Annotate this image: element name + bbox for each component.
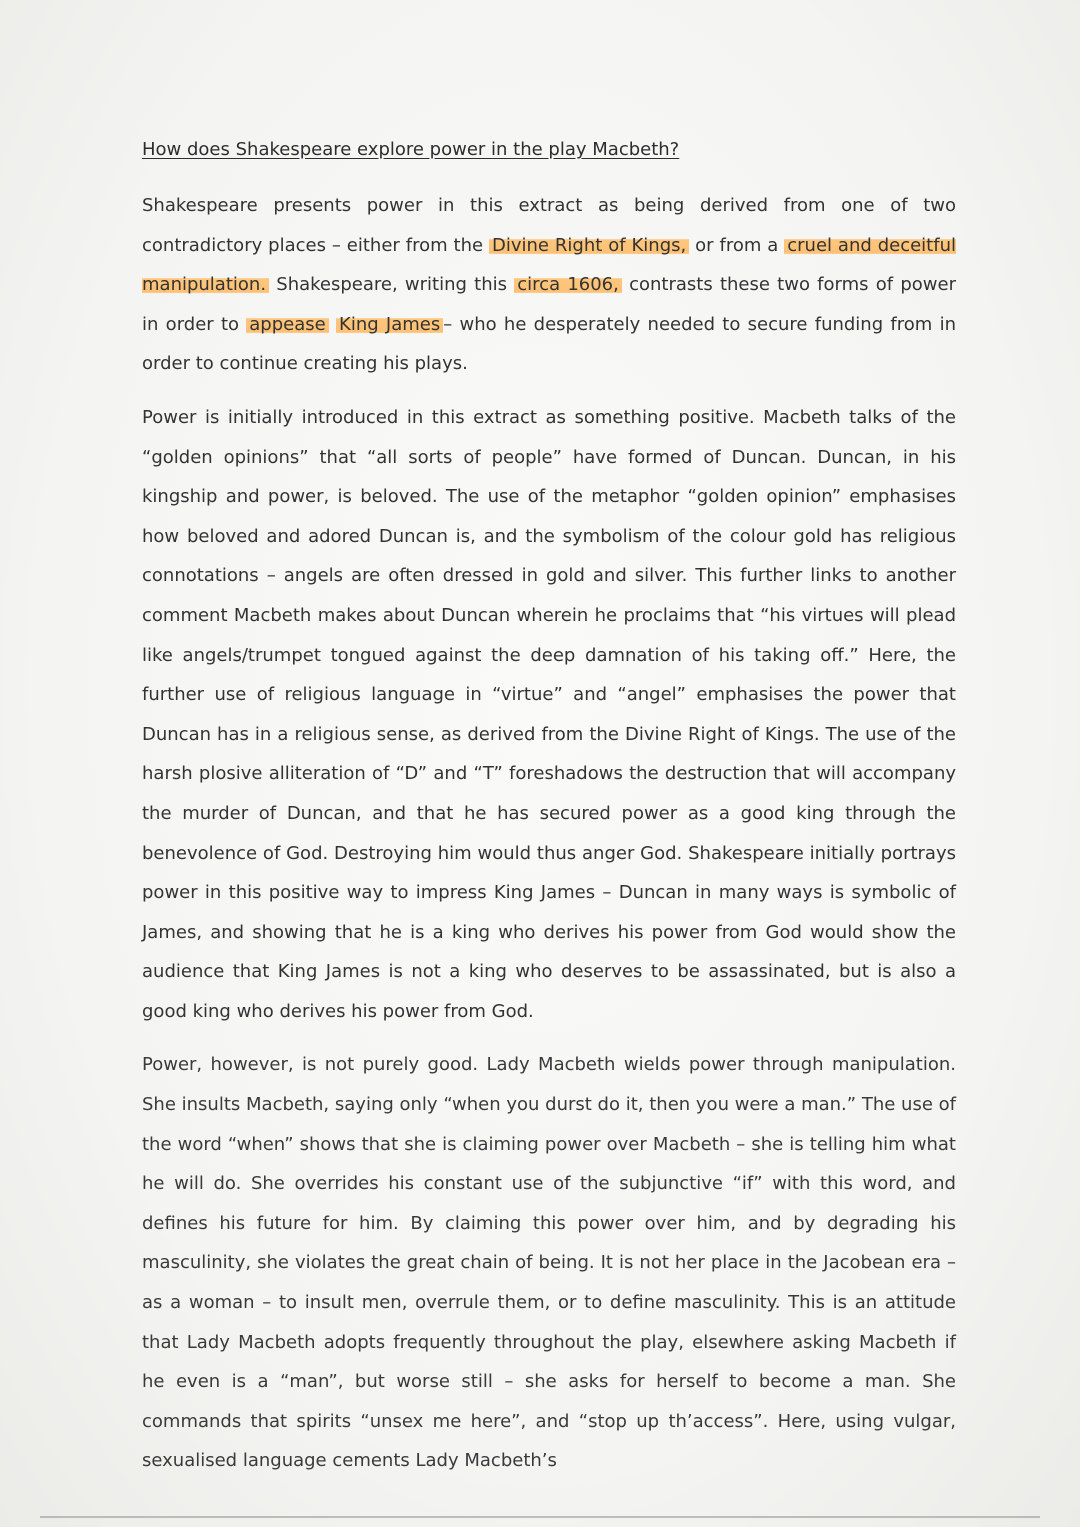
p1-text-3: Shakespeare, writing this — [269, 274, 515, 296]
paragraph-2: Power is initially introduced in this extract as something positive. Macbeth talks of the “golden opinions” that “all sorts of people” have formed of Duncan. Duncan, in his kingship and power, is beloved. The use of the metaphor “golden opinion” emphasises how beloved and adored Duncan is, and the symbolism of the colour gold has religious connotations – angels are often dressed in gold and silver. This further links to another comment Macbeth makes about Duncan wherein he proclaims that “his virtues will plead like angels/trumpet tongued against the deep damnation of his taking off.” Here, the further use of religious language in “virtue” and “angel” emphasises the power that Duncan has in a religious sense, as derived from the Divine Right of Kings. The use of the harsh plosive alliteration of “D” and “T” foreshadows the destruction that will accompany the murder of Duncan, and that he has secured power as a good king through the benevolence of God. Destroying him would thus anger God. Shakespeare initially portrays power in this positive way to impress King James – Duncan in many ways is symbolic of James, and showing that he is a king who derives his power from God would show the audience that King James is not a king who deserves to be assassinated, but is also a good king who derives his power from God. — [142, 406, 956, 1022]
highlight-manipulation: cruel and deceitful manipulation. — [142, 234, 956, 296]
p1-text-5 — [329, 314, 336, 335]
p1-text-4: contrasts these two forms of power in order to — [142, 274, 956, 335]
p1-text-2: or from a — [689, 234, 785, 256]
essay-document — [142, 134, 956, 1495]
paragraph-1 — [142, 186, 956, 384]
essay-title: How does Shakespeare explore power in the play Macbeth? — [142, 139, 680, 160]
highlight-appease: appease — [246, 314, 328, 335]
paragraph-3: Power, however, is not purely good. Lady Macbeth wields power through manipulation. She insults Macbeth, saying only “when you durst do it, then you were a man.” The use of the word “when” shows that she is claiming power over Macbeth – she is telling him what he will do. She overrides his constant use of the subjunctive “if” with this word, and defines his future for him. By claiming this power over him, and by degrading his masculinity, she violates the great chain of being. It is not her place in the Jacobean era – as a woman – to insult men, overrule them, or to define masculinity. This is an attitude that Lady Macbeth adopts frequently throughout the play, elsewhere asking Macbeth if he even is a “man”, but worse still – she asks for herself to become a man. She commands that spirits “unsex me here”, and “stop up th’access”. Here, using vulgar, sexualised language cements Lady Macbeth’s — [142, 1054, 956, 1472]
p1-text-6: – who he desperately needed to secure funding from in order to continue creating his plays. — [142, 313, 956, 375]
highlight-divine-right: Divine Right of Kings, — [489, 235, 689, 256]
highlight-circa-1606: circa 1606, — [514, 274, 622, 295]
page-bottom-edge — [40, 1516, 1040, 1518]
p1-text-1: Shakespeare presents power in this extract as being derived from one of two contradictory places – either from the — [142, 195, 956, 256]
highlight-king-james: King James — [336, 314, 443, 335]
